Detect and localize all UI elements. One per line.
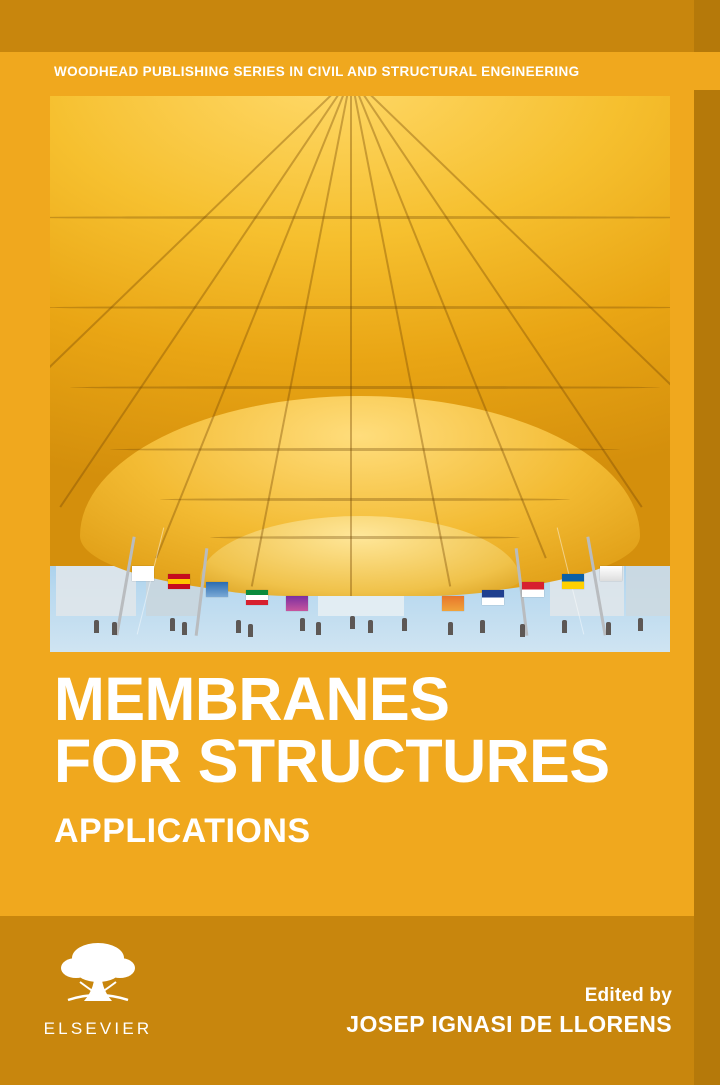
elsevier-tree-icon [50, 938, 146, 1012]
photo-flag [522, 582, 544, 597]
photo-person [170, 618, 175, 631]
editor-name: JOSEP IGNASI DE LLORENS [346, 1011, 672, 1037]
photo-flag [286, 596, 308, 611]
photo-flag [132, 566, 154, 581]
photo-person [94, 620, 99, 633]
photo-person [248, 624, 253, 637]
photo-person [350, 616, 355, 629]
photo-person [520, 624, 525, 637]
photo-arch-rib [160, 498, 570, 501]
cover-photograph [50, 96, 670, 652]
photo-arch-rib [110, 448, 620, 451]
photo-person [562, 620, 567, 633]
edited-by-label: Edited by [584, 985, 672, 1006]
photo-flag [246, 590, 268, 605]
photo-person [606, 622, 611, 635]
editor-credit [346, 985, 672, 1038]
spine-strip [694, 0, 720, 1085]
photo-person [112, 622, 117, 635]
publisher-name: ELSEVIER [43, 1019, 153, 1038]
photo-person [480, 620, 485, 633]
photo-person [368, 620, 373, 633]
photo-flag [482, 590, 504, 605]
page-title-line-2: FOR STRUCTURES [54, 727, 610, 795]
title-block [54, 665, 654, 851]
photo-pavilion [626, 566, 670, 616]
photo-person [448, 622, 453, 635]
publisher-logo [38, 938, 158, 1039]
page-title-line-1: MEMBRANES [54, 665, 450, 733]
photo-flag [206, 582, 228, 597]
photo-person [402, 618, 407, 631]
photo-membrane-seam [350, 96, 352, 596]
series-title: WOODHEAD PUBLISHING SERIES IN CIVIL AND STRUCTURAL ENGINEERING [54, 63, 580, 79]
photo-arch-rib [50, 216, 670, 219]
photo-person [300, 618, 305, 631]
photo-person [638, 618, 643, 631]
photo-person [316, 622, 321, 635]
photo-person [182, 622, 187, 635]
photo-arch-rib [50, 306, 670, 309]
photo-flag [168, 574, 190, 589]
photo-flag [442, 596, 464, 611]
photo-person [236, 620, 241, 633]
series-band [0, 52, 720, 90]
page-subtitle: APPLICATIONS [54, 812, 311, 850]
photo-flag [562, 574, 584, 589]
photo-arch-rib [70, 386, 660, 389]
photo-arch-rib [210, 536, 520, 539]
photo-flag [600, 566, 622, 581]
